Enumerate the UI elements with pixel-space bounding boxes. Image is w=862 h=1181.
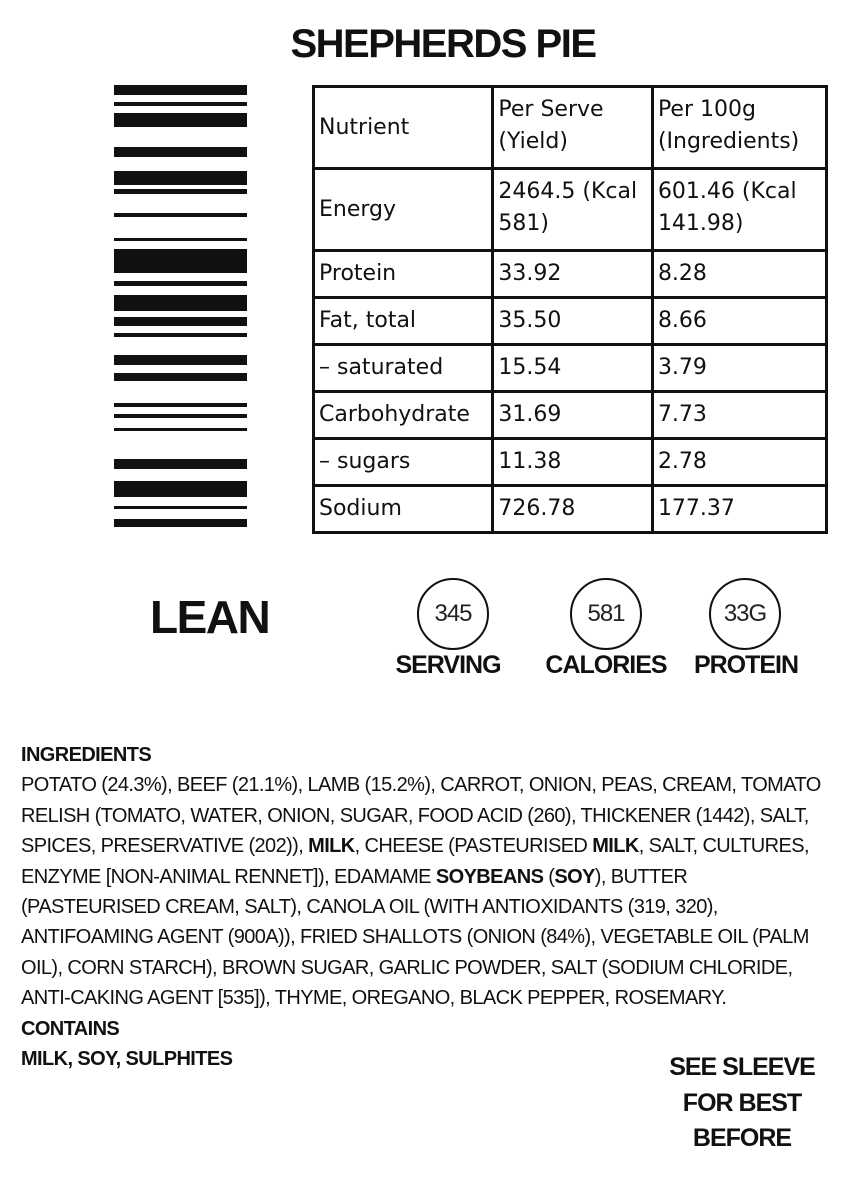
nutrient-cell: – saturated <box>314 345 493 392</box>
barcode-bar <box>114 506 247 509</box>
table-row <box>314 298 827 345</box>
ingredient-text: ENZYME [NON-ANIMAL RENNET]), EDAMAME <box>21 865 436 888</box>
calories-value-circle <box>570 578 642 650</box>
barcode-bar <box>114 481 247 497</box>
serving-value-circle <box>417 578 489 650</box>
per-100g-cell: 7.73 <box>652 392 826 439</box>
allergens-text: MILK, SOY, SULPHITES <box>21 1048 233 1071</box>
nutrient-cell: Carbohydrate <box>314 392 493 439</box>
serving-label: SERVING <box>395 651 501 679</box>
ingredient-line <box>21 862 856 892</box>
per-serve-cell: 33.92 <box>493 251 653 298</box>
nutrient-cell: Fat, total <box>314 298 493 345</box>
ingredient-line <box>21 922 856 952</box>
nutrient-cell: Sodium <box>314 486 493 533</box>
nutrient-cell: – sugars <box>314 439 493 486</box>
nutrient-cell: Energy <box>314 169 493 251</box>
barcode <box>114 85 247 531</box>
barcode-bar <box>114 281 247 286</box>
ingredient-text: RELISH (TOMATO, WATER, ONION, SUGAR, FOOD ACID (260), THICKENER (1442), SALT, <box>21 804 809 827</box>
barcode-bar <box>114 85 247 95</box>
diet-badge: LEAN <box>150 591 270 643</box>
barcode-bar <box>114 249 247 273</box>
table-row <box>314 392 827 439</box>
best-before-note: SEE SLEEVE FOR BEST BEFORE <box>669 1053 815 1152</box>
barcode-bar <box>114 428 247 431</box>
barcode-bar <box>114 414 247 418</box>
barcode-bar <box>114 189 247 194</box>
ingredient-line <box>21 983 856 1013</box>
calories-value: 581 <box>587 600 625 627</box>
table-row <box>314 345 827 392</box>
ingredients-list <box>21 770 856 1013</box>
barcode-bar <box>114 171 247 185</box>
per-serve-cell: 35.50 <box>493 298 653 345</box>
contains-heading: CONTAINS <box>21 1017 120 1040</box>
barcode-bar <box>114 519 247 527</box>
per-serve-cell: 15.54 <box>493 345 653 392</box>
barcode-bar <box>114 113 247 127</box>
barcode-bar <box>114 355 247 365</box>
table-row <box>314 486 827 533</box>
per-100g-cell: 177.37 <box>652 486 826 533</box>
per-100g-cell: 3.79 <box>652 345 826 392</box>
barcode-bar <box>114 373 247 381</box>
barcode-bar <box>114 333 247 337</box>
barcode-bar <box>114 102 247 106</box>
protein-value: 33G <box>723 600 767 627</box>
ingredient-line <box>21 831 856 861</box>
barcode-bar <box>114 317 247 326</box>
ingredient-text: ( <box>543 865 555 888</box>
barcode-bar <box>114 295 247 311</box>
allergen-text: SOYBEANS <box>435 865 544 888</box>
table-row <box>314 251 827 298</box>
header-per-serve: Per Serve (Yield) <box>493 87 653 169</box>
ingredient-text: (PASTEURISED CREAM, SALT), CANOLA OIL (WITH ANTIOXIDANTS (319, 320), <box>21 896 718 919</box>
allergen-text: MILK <box>592 835 639 858</box>
barcode-bar <box>114 147 247 157</box>
calories-label: CALORIES <box>545 651 667 679</box>
protein-label: PROTEIN <box>693 651 799 679</box>
per-100g-cell: 8.66 <box>652 298 826 345</box>
ingredient-text: SPICES, PRESERVATIVE (202)), <box>21 835 309 858</box>
nutrition-table <box>312 85 828 534</box>
allergen-text: SOY <box>554 865 595 888</box>
ingredient-line <box>21 953 856 983</box>
ingredient-text: , SALT, CULTURES, <box>638 835 809 858</box>
barcode-bar <box>114 238 247 241</box>
barcode-bar <box>114 459 247 469</box>
per-100g-cell: 601.46 (Kcal 141.98) <box>652 169 826 251</box>
nutrient-cell: Protein <box>314 251 493 298</box>
ingredient-text: ANTI-CAKING AGENT [535]), THYME, OREGANO, BLACK PEPPER, ROSEMARY. <box>21 987 727 1010</box>
ingredients-heading: INGREDIENTS <box>21 744 152 766</box>
barcode-bar <box>114 213 247 217</box>
ingredient-line <box>21 892 856 922</box>
protein-value-circle <box>709 578 781 650</box>
per-serve-cell: 726.78 <box>493 486 653 533</box>
ingredient-line <box>21 801 856 831</box>
ingredient-text: ), BUTTER <box>594 865 688 888</box>
table-header-row <box>314 87 827 169</box>
ingredient-text: POTATO (24.3%), BEEF (21.1%), LAMB (15.2%), CARROT, ONION, PEAS, CREAM, TOMATO <box>21 774 821 797</box>
header-nutrient: Nutrient <box>314 87 493 169</box>
product-title: SHEPHERDS PIE <box>290 22 596 66</box>
ingredient-text: OIL), CORN STARCH), BROWN SUGAR, GARLIC POWDER, SALT (SODIUM CHLORIDE, <box>21 956 793 979</box>
table-row <box>314 439 827 486</box>
per-serve-cell: 11.38 <box>493 439 653 486</box>
per-100g-cell: 2.78 <box>652 439 826 486</box>
serving-value: 345 <box>434 600 472 627</box>
per-serve-cell: 31.69 <box>493 392 653 439</box>
per-100g-cell: 8.28 <box>652 251 826 298</box>
allergen-text: MILK <box>308 835 355 858</box>
barcode-bar <box>114 403 247 407</box>
ingredient-line <box>21 770 856 800</box>
ingredients-section <box>21 740 856 1074</box>
ingredient-text: , CHEESE (PASTEURISED <box>354 835 593 858</box>
ingredient-text: ANTIFOAMING AGENT (900A)), FRIED SHALLOTS (ONION (84%), VEGETABLE OIL (PALM <box>21 926 809 949</box>
per-serve-cell: 2464.5 (Kcal 581) <box>493 169 653 251</box>
header-per-100g: Per 100g (Ingredients) <box>652 87 826 169</box>
table-row <box>314 169 827 251</box>
